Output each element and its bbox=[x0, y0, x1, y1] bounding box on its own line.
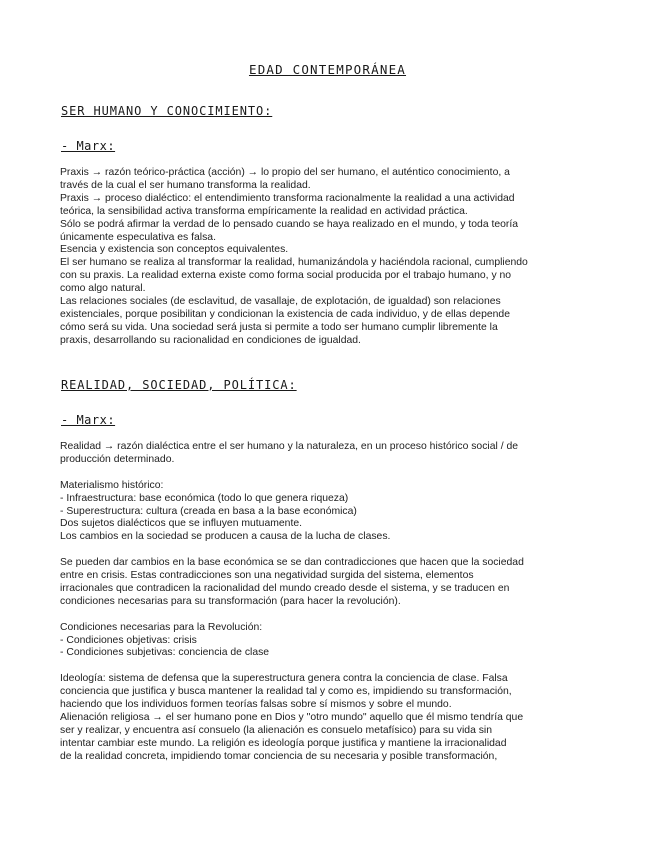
text-line: conciencia que justifica y busca mantener la realidad tal y como es, impidiendo su transformación, bbox=[60, 686, 512, 698]
section-heading-ser-humano: SER HUMANO Y CONOCIMIENTO: bbox=[61, 104, 273, 118]
text-line: Los cambios en la sociedad se producen a causa de la lucha de clases. bbox=[60, 531, 391, 543]
text-line: praxis, desarrollando su racionalidad en condiciones de igualdad. bbox=[60, 334, 361, 346]
text-line: Las relaciones sociales (de esclavitud, de vasallaje, de explotación, de igualdad) son relaciones bbox=[60, 296, 501, 308]
section-body-ser-humano bbox=[60, 167, 600, 348]
section-heading-realidad: REALIDAD, SOCIEDAD, POLÍTICA: bbox=[61, 378, 297, 392]
text-line: de la realidad concreta, impidiendo tomar conciencia de su necesaria y posible transformación, bbox=[60, 750, 498, 762]
text-line: entre en crisis. Estas contradicciones son una negatividad surgida del sistema, elementos bbox=[60, 570, 474, 582]
text-line: través de la cual el ser humano transforma la realidad. bbox=[60, 179, 311, 191]
text-line: Dos sujetos dialécticos que se influyen mutuamente. bbox=[60, 518, 303, 530]
text-line: El ser humano se realiza al transformar la realidad, humanizándola y haciéndola racional, cumpliendo bbox=[60, 257, 528, 269]
text-line: teórica, la sensibilidad activa transforma empíricamente la realidad en actividad práctica. bbox=[60, 205, 468, 217]
text-line: únicamente especulativa es falsa. bbox=[60, 231, 216, 243]
blank-line bbox=[60, 660, 600, 673]
text-line: Ideología: sistema de defensa que la superestructura genera contra la conciencia de clase. Falsa bbox=[60, 673, 508, 685]
text-line: condiciones necesarias para su transformación (para hacer la revolución). bbox=[60, 595, 401, 607]
page-title: EDAD CONTEMPORÁNEA bbox=[248, 62, 407, 77]
text-line: Condiciones necesarias para la Revolución: bbox=[60, 621, 263, 633]
text-line: cómo será su vida. Una sociedad será justa si permite a todo ser humano cumplir libremente la bbox=[60, 321, 498, 333]
text-line: ser y realizar, y encuentra así consuelo (la alienación es consuelo metafísico) para su vida sin bbox=[60, 724, 493, 736]
text-line: Realidad → razón dialéctica entre el ser humano y la naturaleza, en un proceso histórico social / de bbox=[60, 441, 519, 452]
section-body-realidad bbox=[60, 441, 600, 764]
text-line: con su praxis. La realidad externa existe como forma social producida por el trabajo humano, y no bbox=[60, 270, 512, 282]
subheading-marx-2: - Marx: bbox=[61, 413, 116, 427]
blank-line bbox=[60, 467, 600, 480]
text-line: - Infraestructura: base económica (todo lo que genera riqueza) bbox=[60, 492, 349, 504]
text-line: Praxis → proceso dialéctico: el entendimiento transforma racionalmente la realidad a una actividad bbox=[60, 192, 515, 204]
text-line: Esencia y existencia son conceptos equivalentes. bbox=[60, 244, 289, 256]
text-line: Sólo se podrá afirmar la verdad de lo pensado cuando se haya realizado en el mundo, y toda teoría bbox=[60, 218, 519, 230]
text-line: - Condiciones subjetivas: conciencia de clase bbox=[60, 647, 270, 659]
text-line: Materialismo histórico: bbox=[60, 479, 164, 491]
subheading-marx-1: - Marx: bbox=[61, 139, 116, 153]
text-line: - Superestructura: cultura (creada en basa a la base económica) bbox=[60, 505, 357, 517]
text-line: intentar cambiar este mundo. La religión es ideología porque justifica y mantiene la irracionalidad bbox=[60, 737, 507, 749]
text-line: haciendo que los individuos formen teorías falsas sobre sí mismos y sobre el mundo. bbox=[60, 699, 452, 711]
blank-line bbox=[60, 609, 600, 622]
text-line: existenciales, porque posibilitan y condicionan la existencia de cada individuo, y de ellas depende bbox=[60, 308, 510, 320]
text-line: como algo natural. bbox=[60, 283, 146, 295]
text-line: Se pueden dar cambios en la base económica se se dan contradicciones que hacen que la sociedad bbox=[60, 557, 524, 569]
text-line: Praxis → razón teórico-práctica (acción) → lo propio del ser humano, el auténtico conocimiento, a bbox=[60, 167, 510, 178]
blank-line bbox=[60, 544, 600, 557]
text-line: irracionales que contradicen la racionalidad del mundo creado desde el sistema, y se traducen en bbox=[60, 582, 510, 594]
text-line: - Condiciones objetivas: crisis bbox=[60, 634, 197, 646]
text-line: Alienación religiosa → el ser humano pone en Dios y "otro mundo" aquello que él mismo tendría que bbox=[60, 711, 524, 723]
text-line: producción determinado. bbox=[60, 453, 175, 465]
